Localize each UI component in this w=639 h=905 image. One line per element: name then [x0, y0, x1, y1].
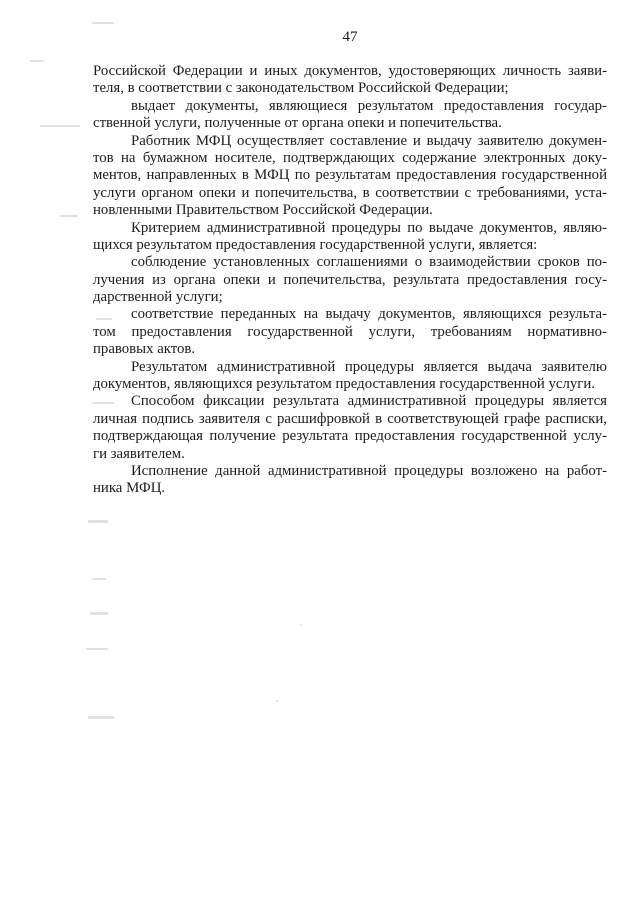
paragraph — [93, 98, 607, 133]
text-line: соответствие переданных на выдачу документов, являющихся результа- — [131, 306, 607, 323]
paragraph — [93, 254, 607, 306]
paragraph — [93, 63, 607, 98]
text-line: ственной услуги, полученные от органа опеки и попечительства. — [93, 115, 502, 132]
scan-noise — [86, 648, 108, 650]
paragraph — [93, 306, 607, 358]
text-line: тов на бумажном носителе, подтверждающих содержание электронных доку- — [93, 149, 607, 166]
paragraph — [93, 220, 607, 255]
text-line: ника МФЦ. — [93, 480, 166, 497]
text-line: документов, являющихся результатом предоставления государственной услуги. — [93, 376, 595, 393]
scan-noise — [40, 125, 80, 127]
text-line: дарственной услуги; — [93, 289, 223, 306]
text-line: Критерием административной процедуры по выдаче документов, являю- — [131, 219, 607, 236]
text-line: соблюдение установленных соглашениями о взаимодействии сроков по- — [131, 254, 607, 271]
scan-noise — [92, 22, 114, 24]
page-number: 47 — [342, 29, 358, 45]
paragraph — [93, 133, 607, 220]
scan-noise — [92, 578, 106, 580]
scan-noise — [88, 716, 114, 719]
scan-noise — [300, 624, 302, 626]
text-line: Российской Федерации и иных документов, удостоверяющих личность заяви- — [93, 63, 607, 79]
paragraph — [93, 359, 607, 394]
text-line: правовых актов. — [93, 341, 196, 358]
paragraph — [93, 463, 607, 498]
text-line: Работник МФЦ осуществляет составление и выдачу заявителю докумен- — [131, 132, 607, 149]
text-line: новленными Правительством Российской Федерации. — [93, 202, 433, 219]
text-line: Результатом административной процедуры является выдача заявителю — [131, 358, 607, 375]
scan-noise — [60, 215, 78, 217]
text-line: Исполнение данной административной процедуры возложено на работ- — [131, 462, 607, 479]
text-line: Способом фиксации результата административной процедуры является — [131, 393, 607, 410]
text-line: ментов, направленных в МФЦ по результатам предоставления государственной — [93, 167, 607, 184]
text-line: щихся результатом предоставления государственной услуги, является: — [93, 236, 538, 253]
text-line: ги заявителем. — [93, 445, 185, 462]
scan-noise — [90, 612, 108, 615]
text-line: выдает документы, являющиеся результатом предоставления государ- — [131, 97, 607, 114]
scan-noise — [30, 60, 44, 62]
text-line: услуги органом опеки и попечительства, в соответствии с требованиями, уста- — [93, 184, 607, 201]
text-line: лучения из органа опеки и попечительства, результата предоставления госу- — [93, 271, 607, 288]
text-line: личная подпись заявителя с расшифровкой в соответствующей графе расписки, — [93, 410, 607, 427]
text-line: том предоставления государственной услуги, требованиям нормативно- — [93, 323, 607, 340]
text-line: теля, в соответствии с законодательством Российской Федерации; — [93, 80, 509, 97]
paragraph — [93, 393, 607, 463]
text-line: подтверждающая получение результата предоставления государственной услу- — [93, 428, 607, 445]
scan-noise — [276, 700, 278, 702]
body-text — [93, 63, 607, 498]
scan-noise — [88, 520, 108, 523]
